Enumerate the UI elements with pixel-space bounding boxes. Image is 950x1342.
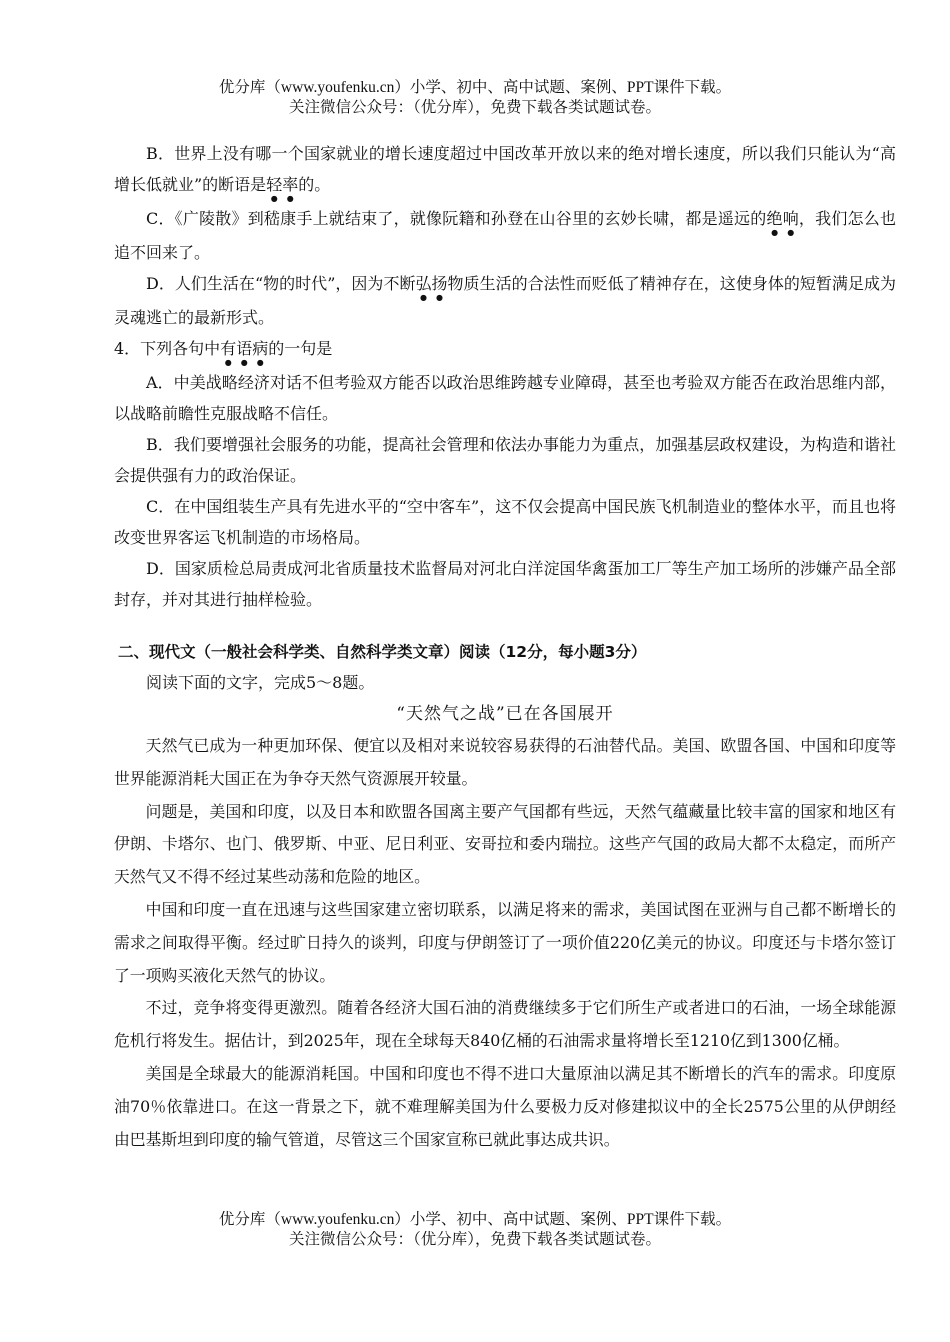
footer-banner	[0, 1210, 950, 1250]
article-paragraph: 问题是，美国和印度，以及日本和欧盟各国离主要产气国都有些远，天然气蕴藏量比较丰富的国家和地区有伊朗、卡塔尔、也门、俄罗斯、中亚、尼日利亚、安哥拉和委内瑞拉。这些产气国的政局大都不太稳定，而所产天然气又不得不经过某些动荡和危险的地区。	[114, 801, 896, 887]
q4-option-d: D．国家质检总局责成河北省质量技术监督局对河北白洋淀国华禽蛋加工厂等生产加工场所的涉嫌产品全部封存，并对其进行抽样检验。	[114, 559, 896, 609]
footer-line-1: 优分库（www.youfenku.cn）小学、初中、高中试题、案例、PPT课件下载。	[218, 1211, 732, 1228]
q4-option-c: C．在中国组装生产具有先进水平的“空中客车”，这不仅会提高中国民族飞机制造业的整体水平，而且也将改变世界客运飞机制造的市场格局。	[114, 497, 896, 547]
article-paragraph: 美国是全球最大的能源消耗国。中国和印度也不得不进口大量原油以满足其不断增长的汽车的需求。印度原油70％依靠进口。在这一背景之下，就不难理解美国为什么要极力反对修建拟议中的全长2575公里的从伊朗经由巴基斯坦到印度的输气管道，尽管这三个国家宣称已就此事达成共识。	[114, 1063, 896, 1149]
dotted-term: 轻率	[266, 175, 299, 194]
article-paragraph: 天然气已成为一种更加环保、便宜以及相对来说较容易获得的石油替代品。美国、欧盟各国、中国和印度等世界能源消耗大国正在为争夺天然气资源展开较量。	[114, 736, 896, 788]
section-2-instruction: 阅读下面的文字，完成5～8题。	[146, 673, 375, 692]
q3-option-b: B．世界上没有哪一个国家就业的增长速度超过中国改革开放以来的绝对增长速度，所以我们只能认为“高增长低就业”的断语是轻率的。	[114, 144, 896, 194]
dotted-term: 绝响	[766, 209, 799, 228]
footer-line-2: 关注微信公众号：（优分库），免费下载各类试题试卷。	[288, 1231, 661, 1248]
q3-option-d: D．人们生活在“物的时代”，因为不断弘扬物质生活的合法性而贬低了精神存在，这使身体的短暂满足成为灵魂逃亡的最新形式。	[114, 274, 896, 327]
dotted-term: 弘扬	[415, 274, 448, 293]
article-paragraph: 中国和印度一直在迅速与这些国家建立密切联系，以满足将来的需求，美国试图在亚洲与自己都不断增长的需求之间取得平衡。经过旷日持久的谈判，印度与伊朗签订了一项价值220亿美元的协议。印度还与卡塔尔签订了一项购买液化天然气的协议。	[114, 899, 896, 985]
q4-option-b: B．我们要增强社会服务的功能，提高社会管理和依法办事能力为重点，加强基层政权建设，为构造和谐社会提供强有力的政治保证。	[114, 435, 896, 485]
section-spacer	[114, 615, 896, 637]
article-title: “天然气之战”已在各国展开	[396, 704, 614, 724]
q4-option-a: A．中美战略经济对话不但考验双方能否以政治思维跨越专业障碍，甚至也考验双方能否在政治思维内部，以战略前瞻性克服战略不信任。	[114, 373, 896, 423]
article-paragraph: 不过，竞争将变得更激烈。随着各经济大国石油的消费继续多于它们所生产或者进口的石油，一场全球能源危机行将发生。据估计，到2025年，现在全球每天840亿桶的石油需求量将增长至1210亿到1300亿桶。	[114, 998, 896, 1051]
header-banner	[0, 78, 950, 118]
exam-content	[114, 138, 896, 1156]
section-2-title: 二、现代文（一般社会科学类、自然科学类文章）阅读（12分，每小题3分）	[118, 643, 647, 661]
q3-option-c: C．《广陵散》到嵇康手上就结束了，就像阮籍和孙登在山谷里的玄妙长啸，都是遥远的绝响，我们怎么也追不回来了。	[114, 209, 896, 262]
header-line-2: 关注微信公众号：（优分库），免费下载各类试题试卷。	[288, 99, 661, 116]
dotted-term: 有语病	[220, 339, 269, 358]
reading-article	[114, 698, 896, 1156]
q4-stem: 4．下列各句中有语病的一句是	[114, 339, 333, 358]
header-line-1: 优分库（www.youfenku.cn）小学、初中、高中试题、案例、PPT课件下载。	[218, 79, 732, 96]
